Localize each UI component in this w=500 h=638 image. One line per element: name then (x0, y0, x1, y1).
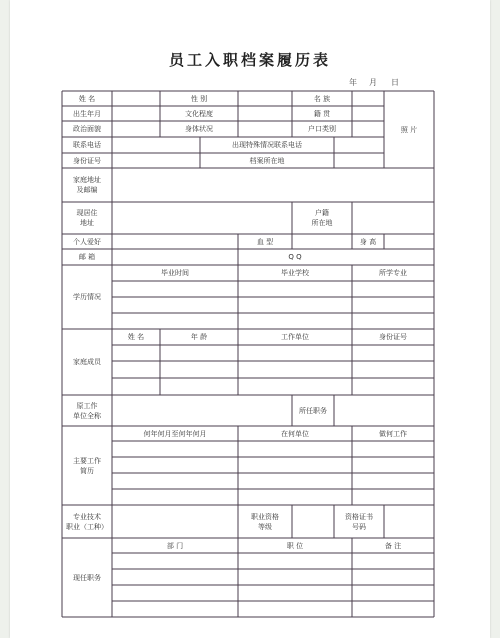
post-col-remarks: 备 注 (384, 541, 402, 550)
profession-label: 专业技术 职业（工种） (66, 512, 108, 531)
native-place-label: 籍 贯 (313, 109, 331, 118)
hukou-location-label: 户籍 所在地 (311, 209, 333, 227)
birth-date-label: 出生年月 (73, 109, 101, 118)
date-month-label: 月 (369, 78, 377, 87)
family-col-age: 年 龄 (190, 333, 208, 341)
education-level-label: 文化程度 (185, 109, 213, 118)
email-label: 邮 箱 (78, 253, 96, 261)
previous-employer-label: 原工作 单位全称 (73, 401, 101, 420)
edu-col-graduation-date: 毕业时间 (161, 269, 189, 277)
hobbies-label: 个人爱好 (73, 237, 101, 246)
date-day-label: 日 (391, 78, 399, 87)
gender-label: 性 别 (190, 94, 208, 103)
name-label: 姓 名 (78, 94, 96, 103)
family-col-id-number: 身份证号 (379, 333, 407, 341)
family-col-name: 姓 名 (127, 333, 145, 341)
work-col-period: 何年何月至何年何月 (143, 429, 207, 438)
blood-type-label: 血 型 (256, 237, 274, 246)
work-col-job: 做何工作 (379, 429, 407, 438)
post-col-department: 部 门 (166, 541, 184, 550)
form-title: 员工入职档案履历表 (168, 51, 331, 69)
date-year-label: 年 (349, 78, 357, 87)
phone-label: 联系电话 (73, 141, 101, 149)
education-section-label: 学历情况 (73, 293, 101, 301)
family-section-label: 家庭成员 (73, 358, 101, 366)
hukou-type-label: 户口类别 (308, 125, 336, 133)
height-label: 身 高 (359, 237, 377, 246)
qq-label: Q Q (288, 253, 302, 261)
current-address-label: 现居住 地址 (76, 209, 98, 227)
id-number-label: 身份证号 (73, 156, 101, 165)
work-history-label: 主要工作 简历 (73, 456, 101, 475)
previous-position-label: 所任职务 (299, 406, 327, 415)
qualification-level-label: 职业资格 等级 (251, 512, 279, 531)
ethnicity-label: 名 族 (313, 94, 331, 103)
edu-col-major: 所学专业 (379, 269, 407, 277)
edu-col-school: 毕业学校 (281, 269, 309, 277)
archive-location-label: 档案所在地 (249, 156, 285, 165)
home-address-label: 家庭地址 及邮编 (73, 176, 101, 194)
family-col-employer: 工作单位 (281, 333, 309, 341)
current-post-label: 现任职务 (73, 573, 101, 582)
certificate-number-label: 资格证书 号码 (345, 512, 373, 531)
post-col-position: 职 位 (286, 541, 304, 550)
photo-label: 照 片 (400, 125, 418, 134)
work-col-employer: 在何单位 (281, 429, 309, 438)
health-label: 身体状况 (185, 125, 213, 133)
emergency-contact-label: 出现特殊情况联系电话 (232, 141, 302, 149)
political-status-label: 政治面貌 (73, 125, 101, 133)
